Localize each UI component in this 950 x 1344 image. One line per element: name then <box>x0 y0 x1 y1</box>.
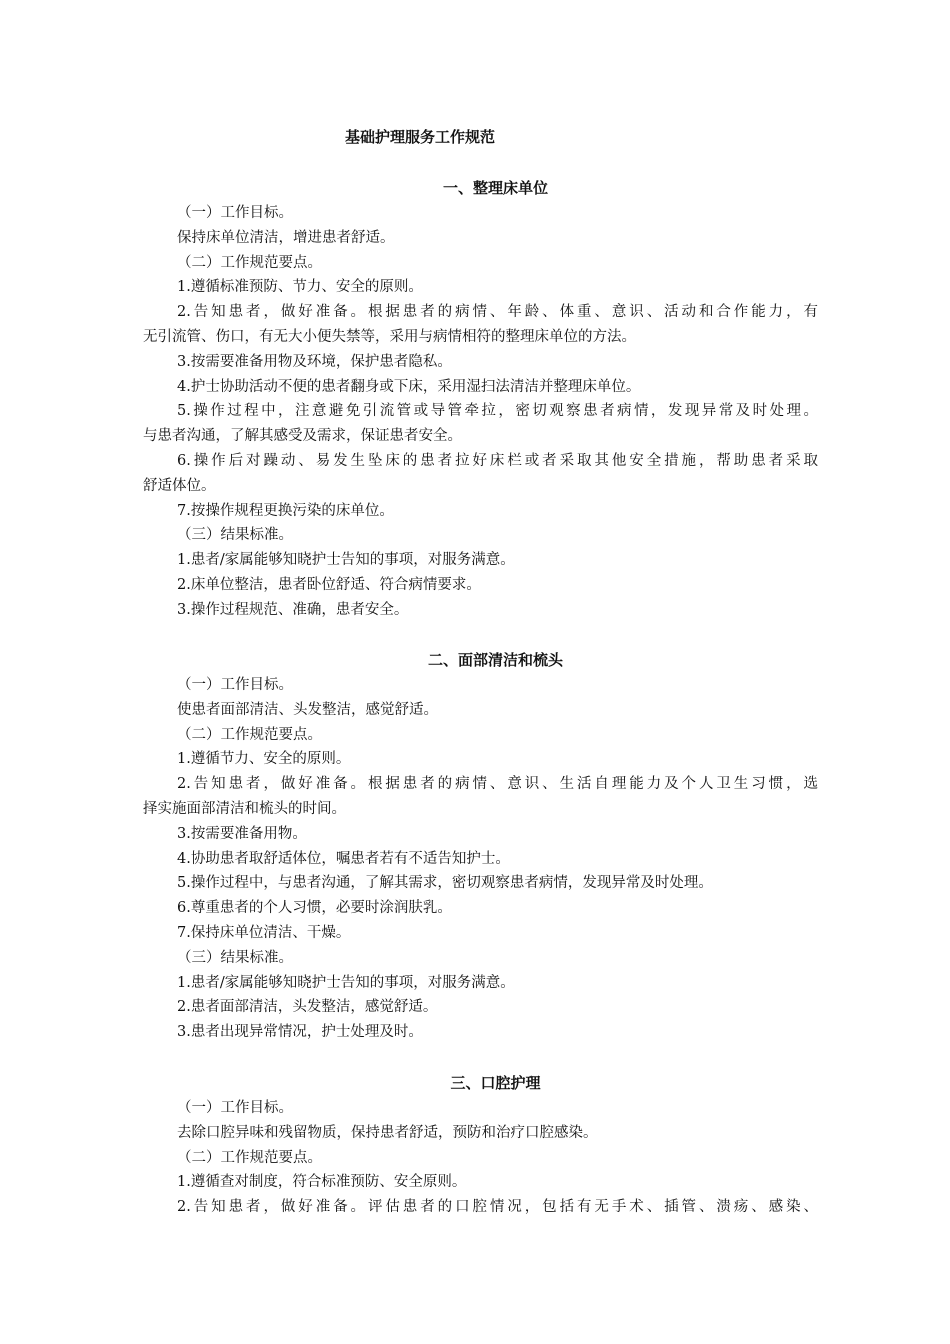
text-line: 1.患者/家属能够知晓护士告知的事项，对服务满意。 <box>177 552 515 569</box>
text-line: 5.操作过程中，与患者沟通，了解其需求，密切观察患者病情，发现异常及时处理。 <box>177 875 713 892</box>
text-line: 2.告知患者，做好准备。根据患者的病情、年龄、体重、意识、活动和合作能力，有 <box>177 304 818 321</box>
text-line: （一）工作目标。 <box>177 1100 293 1116</box>
text-line: （一）工作目标。 <box>177 205 293 221</box>
text-line: （二）工作规范要点。 <box>177 726 322 743</box>
text-line: 5.操作过程中，注意避免引流管或导管牵拉，密切观察患者病情，发现异常及时处理。 <box>177 403 818 420</box>
text-line: 2.床单位整洁，患者卧位舒适、符合病情要求。 <box>177 576 481 593</box>
section-heading: 一、整理床单位 <box>442 179 548 197</box>
text-line: 保持床单位清洁，增进患者舒适。 <box>177 229 395 246</box>
section-heading: 三、口腔护理 <box>450 1074 541 1092</box>
section-heading: 二、面部清洁和梳头 <box>427 651 563 669</box>
text-line: （一）工作目标。 <box>177 677 293 693</box>
text-line: 4.协助患者取舒适体位，嘱患者若有不适告知护士。 <box>177 850 510 867</box>
text-line: 使患者面部清洁、头发整洁，感觉舒适。 <box>177 701 438 718</box>
section-bed-unit <box>143 176 818 623</box>
text-line: 去除口腔异味和残留物质，保持患者舒适，预防和治疗口腔感染。 <box>177 1124 598 1141</box>
text-line: （三）结果标准。 <box>177 527 293 544</box>
text-line: （三）结果标准。 <box>177 949 293 966</box>
text-line: 1.遵循标准预防、节力、安全的原则。 <box>177 279 423 296</box>
text-line: 3.按需要准备用物。 <box>177 825 307 842</box>
text-line: 7.保持床单位清洁、干燥。 <box>177 924 351 941</box>
text-line: 4.护士协助活动不便的患者翻身或下床，采用湿扫法清洁并整理床单位。 <box>177 378 641 395</box>
text-line: 6.尊重患者的个人习惯，必要时涂润肤乳。 <box>177 900 452 917</box>
text-line: 与患者沟通，了解其感受及需求，保证患者安全。 <box>143 428 462 445</box>
text-line: （二）工作规范要点。 <box>177 254 322 271</box>
text-line: 择实施面部清洁和梳头的时间。 <box>143 800 346 817</box>
text-line: 2.告知患者，做好准备。评估患者的口腔情况，包括有无手术、插管、溃疡、感染、 <box>177 1199 818 1216</box>
document-title: 基础护理服务工作规范 <box>344 128 495 146</box>
text-line: 7.按操作规程更换污染的床单位。 <box>177 502 394 519</box>
text-line: 3.患者出现异常情况，护士处理及时。 <box>177 1024 423 1041</box>
text-line: 3.操作过程规范、准确，患者安全。 <box>177 601 409 618</box>
text-line: 2.告知患者，做好准备。根据患者的病情、意识、生活自理能力及个人卫生习惯，选 <box>177 776 818 793</box>
text-line: 1.遵循查对制度，符合标准预防、安全原则。 <box>177 1174 467 1191</box>
text-line: 舒适体位。 <box>143 477 216 494</box>
text-line: 无引流管、伤口，有无大小便失禁等，采用与病情相符的整理床单位的方法。 <box>143 328 636 345</box>
text-line: （二）工作规范要点。 <box>177 1149 322 1166</box>
text-line: 1.患者/家属能够知晓护士告知的事项，对服务满意。 <box>177 974 515 991</box>
text-line: 3.按需要准备用物及环境，保护患者隐私。 <box>177 353 452 370</box>
section-oral-care <box>143 1071 818 1220</box>
text-line: 6.操作后对躁动、易发生坠床的患者拉好床栏或者采取其他安全措施，帮助患者采取 <box>177 452 818 469</box>
section-face-hair <box>143 648 818 1045</box>
text-line: 2.患者面部清洁，头发整洁，感觉舒适。 <box>177 999 438 1016</box>
text-line: 1.遵循节力、安全的原则。 <box>177 751 351 768</box>
